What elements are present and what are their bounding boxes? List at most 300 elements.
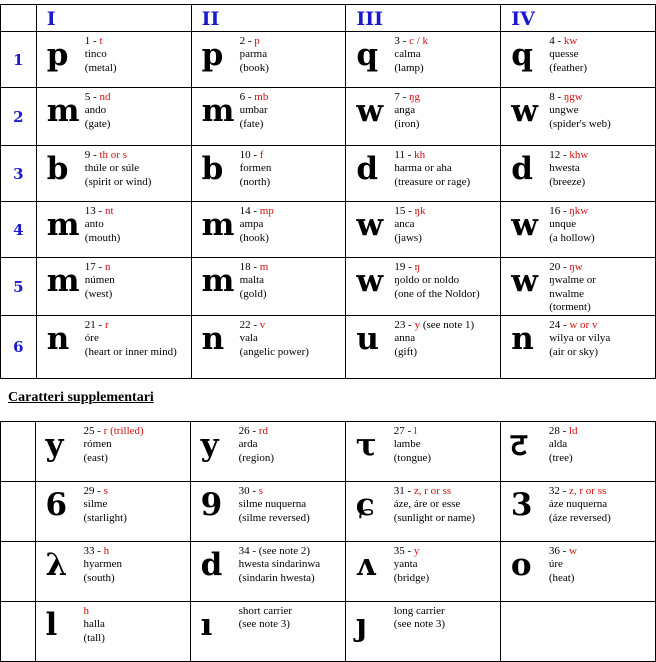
tengwa-glyph: n [511, 321, 534, 357]
letter-info [239, 545, 321, 585]
tengwa-cell [346, 316, 501, 379]
letter-info [85, 35, 117, 75]
letter-name: númen [84, 274, 115, 287]
letter-meaning: (gold) [239, 287, 267, 300]
tengwa-cell [346, 258, 501, 316]
letter-name: hwesta [549, 162, 580, 175]
letter-name: umbar [239, 104, 268, 117]
letter-sound: p [254, 35, 260, 47]
letter-code: 25 - r (trilled) [83, 425, 144, 437]
tengwa-glyph: d [511, 151, 533, 187]
tengwa-cell [501, 146, 656, 202]
letter-code: 22 - v [239, 319, 266, 331]
tengwa-glyph: n [201, 321, 225, 357]
tengwa-glyph: 9 [200, 487, 223, 523]
column-header-3: III [346, 5, 501, 32]
letter-sound: nt [104, 205, 114, 217]
supplementary-row [1, 482, 656, 542]
letter-code: long carrier [393, 605, 445, 617]
letter-meaning: (spider's web) [549, 117, 611, 130]
letter-code: 19 - ŋ [394, 261, 421, 273]
letter-info [394, 261, 479, 301]
tengwa-glyph: d [356, 151, 379, 187]
letter-sound: l [413, 425, 417, 437]
tengwa-glyph: ı [200, 607, 213, 643]
tengwar-row [1, 88, 656, 146]
letter-code: 23 - y (see note 1) [394, 319, 475, 331]
letter-sound: mp [259, 205, 274, 217]
tengwa-glyph: ȷ [355, 607, 367, 643]
letter-sound: r (trilled) [103, 425, 144, 437]
column-header-row [1, 5, 656, 32]
letter-meaning: (iron) [394, 117, 420, 130]
tengwa-glyph: d [200, 547, 223, 583]
letter-meaning: (bridge) [393, 571, 430, 584]
letter-code: 17 - n [84, 261, 111, 273]
tengwa-cell [345, 482, 500, 542]
tengwa-cell [346, 146, 501, 202]
letter-code: 9 - th or s [84, 149, 127, 161]
letter-meaning: (torment) [549, 301, 591, 314]
letter-info [394, 91, 420, 131]
letter-meaning: (áze reversed) [548, 511, 611, 524]
tengwa-cell [36, 316, 191, 379]
tengwa-cell [501, 88, 656, 146]
tengwar-row [1, 202, 656, 258]
column-header-4: IV [501, 5, 656, 32]
letter-sound: th or s [99, 149, 127, 161]
letter-meaning: (heat) [548, 571, 575, 584]
supplementary-row [1, 542, 656, 602]
letter-code: 34 - (see note 2) [238, 545, 311, 557]
letter-info [549, 319, 610, 359]
tengwa-glyph: m [201, 263, 235, 299]
letter-info [394, 319, 474, 359]
tengwa-cell [346, 32, 501, 88]
letter-name: ungwe [549, 104, 579, 117]
tengwa-glyph: w [356, 263, 384, 299]
letter-meaning: (mouth) [84, 231, 121, 244]
tengwa-cell [191, 202, 346, 258]
tengwa-glyph: w [356, 207, 384, 243]
letter-code: 35 - y [393, 545, 420, 557]
letter-info [394, 149, 470, 189]
letter-sound: t [99, 35, 103, 47]
tengwa-cell [35, 482, 190, 542]
letter-info [394, 35, 428, 75]
letter-code: 2 - p [239, 35, 260, 47]
letter-meaning: (south) [83, 571, 115, 584]
tengwa-glyph: b [46, 151, 69, 187]
letter-name: silme [83, 498, 108, 511]
letter-info [394, 605, 445, 632]
tengwa-glyph: m [46, 207, 80, 243]
letter-name: lambe [393, 438, 421, 451]
letter-info [85, 205, 120, 245]
supp-row-spacer [1, 482, 36, 542]
letter-code: 4 - kw [549, 35, 578, 47]
letter-sound: w [569, 545, 577, 557]
row-number: 4 [1, 202, 37, 258]
letter-meaning: (tongue) [393, 451, 431, 464]
letter-code: 27 - l [393, 425, 417, 437]
letter-name-alt: nwalme [549, 287, 585, 300]
row-number: 6 [1, 316, 37, 379]
tengwa-cell [190, 602, 345, 662]
letter-name: malta [239, 274, 265, 287]
letter-code: 26 - rd [238, 425, 268, 437]
tengwa-cell [346, 202, 501, 258]
letter-code: 36 - w [548, 545, 577, 557]
tengwa-glyph: τ [355, 427, 377, 463]
tengwa-cell [191, 32, 346, 88]
tengwa-cell [500, 482, 655, 542]
letter-code: 16 - ŋkw [549, 205, 589, 217]
supp-row-spacer [1, 602, 36, 662]
letter-meaning: (gate) [84, 117, 111, 130]
letter-info [240, 149, 272, 189]
letter-code: 33 - h [83, 545, 110, 557]
letter-info [549, 35, 587, 75]
letter-info [394, 545, 429, 585]
letter-info [549, 545, 577, 585]
letter-meaning: (breeze) [549, 175, 586, 188]
letter-sound: ŋg [409, 91, 421, 103]
letter-code: 20 - ŋw [549, 261, 583, 273]
supplementary-row [1, 602, 656, 662]
tengwa-cell [191, 146, 346, 202]
tengwa-glyph: ट [510, 427, 527, 463]
letter-sound: mb [254, 91, 269, 103]
letter-meaning: (tall) [83, 631, 105, 644]
letter-code: 15 - ŋk [394, 205, 426, 217]
letter-name: wilya or vilya [549, 332, 611, 345]
letter-sound: ŋkw [569, 205, 589, 217]
letter-info [84, 545, 122, 585]
letter-code: 11 - kh [394, 149, 426, 161]
letter-name: harma or aha [394, 162, 452, 175]
tengwa-glyph: 3 [510, 487, 533, 523]
letter-meaning: (spirit or wind) [84, 175, 152, 188]
tengwa-glyph: l [45, 607, 58, 643]
letter-info [85, 261, 115, 301]
letter-name: rómen [83, 438, 112, 451]
letter-code: 6 - mb [239, 91, 269, 103]
letter-name: yanta [393, 558, 418, 571]
letter-name: anga [394, 104, 416, 117]
letter-name: ŋwalme or [549, 274, 596, 287]
letter-meaning: (one of the Noldor) [394, 287, 480, 300]
letter-sound: m [259, 261, 269, 273]
letter-meaning: (gift) [394, 345, 417, 358]
letter-info [240, 91, 269, 131]
letter-name: silme nuquerna [238, 498, 307, 511]
letter-code: 5 - nd [84, 91, 111, 103]
letter-info [394, 205, 425, 245]
tengwa-glyph: p [201, 37, 224, 73]
tengwa-glyph: p [46, 37, 69, 73]
letter-name: parma [239, 48, 268, 61]
tengwa-cell [191, 258, 346, 316]
letter-info [240, 35, 269, 75]
letter-name: áze, áre or esse [393, 498, 461, 511]
letter-code: 8 - ŋgw [549, 91, 583, 103]
column-header-1: I [36, 5, 191, 32]
tengwa-glyph: m [201, 207, 235, 243]
letter-meaning: (heart or inner mind) [84, 345, 177, 358]
letter-name: tinco [84, 48, 107, 61]
tengwa-cell [345, 542, 500, 602]
letter-code: 10 - f [239, 149, 264, 161]
letter-sound: kh [414, 149, 426, 161]
tengwa-cell [501, 32, 656, 88]
letter-sound: nd [99, 91, 111, 103]
tengwa-cell [191, 316, 346, 379]
letter-name: hwesta sindarinwa [238, 558, 321, 571]
tengwa-glyph: w [511, 93, 538, 129]
letter-name: formen [239, 162, 272, 175]
letter-name: unque [549, 218, 577, 231]
letter-sound: h [103, 545, 110, 557]
letter-code: 31 - z, r or ss [393, 485, 452, 497]
letter-sound: ŋgw [563, 91, 583, 103]
letter-name: anca [394, 218, 415, 231]
tengwa-glyph: w [511, 263, 538, 299]
tengwa-cell [36, 32, 191, 88]
letter-code: 14 - mp [239, 205, 274, 217]
tengwa-cell [190, 542, 345, 602]
tengwar-row [1, 146, 656, 202]
column-header-2: II [191, 5, 346, 32]
letter-info [240, 319, 309, 359]
letter-info [85, 91, 111, 131]
letter-sound: ld [569, 425, 578, 437]
tengwa-glyph: y [200, 427, 219, 463]
tengwa-cell [500, 602, 655, 662]
letter-code: 29 - s [83, 485, 108, 497]
letter-code: 12 - khw [549, 149, 589, 161]
letter-sound: rd [258, 425, 268, 437]
letter-info [549, 205, 595, 245]
letter-info [84, 485, 127, 525]
tengwa-cell [501, 316, 656, 379]
tengwa-cell [345, 602, 500, 662]
tengwa-cell [190, 482, 345, 542]
letter-meaning: (angelic power) [239, 345, 309, 358]
letter-sound: h [83, 605, 89, 617]
tengwar-row [1, 316, 656, 379]
letter-info [549, 261, 596, 315]
letter-code: 1 - t [84, 35, 103, 47]
row-number: 5 [1, 258, 37, 316]
letter-code: 3 - c / k [394, 35, 429, 47]
letter-sound: khw [569, 149, 589, 161]
tengwa-glyph: y [45, 427, 64, 463]
tengwa-glyph: u [356, 321, 379, 357]
letter-info [239, 485, 310, 525]
tengwar-supplementary-table [0, 421, 656, 662]
letter-code: 7 - ŋg [394, 91, 421, 103]
letter-name: (see note 3) [393, 618, 446, 631]
letter-sound: s [103, 485, 108, 497]
letter-name: vala [239, 332, 258, 345]
letter-name: arda [238, 438, 258, 451]
letter-sound: ŋw [569, 261, 583, 273]
tengwa-glyph: ɕ [355, 487, 375, 523]
letter-name: anto [84, 218, 104, 231]
letter-sound: ŋk [414, 205, 426, 217]
letter-code: 21 - r [84, 319, 109, 331]
supp-row-spacer [1, 422, 36, 482]
letter-name: óre [84, 332, 99, 345]
letter-name: halla [83, 618, 105, 631]
tengwa-cell [346, 88, 501, 146]
tengwa-cell [190, 422, 345, 482]
letter-note: (see note 1) [420, 319, 475, 331]
corner-cell [1, 5, 37, 32]
tengwa-cell [500, 422, 655, 482]
tengwa-glyph: λ [45, 547, 68, 583]
letter-name: calma [394, 48, 421, 61]
letter-meaning: (a hollow) [549, 231, 595, 244]
letter-meaning: (sindarin hwesta) [238, 571, 315, 584]
letter-meaning: (treasure or rage) [394, 175, 471, 188]
letter-meaning: (hook) [239, 231, 269, 244]
letter-info [239, 425, 274, 465]
letter-meaning: (jaws) [394, 231, 422, 244]
letter-sound: s [258, 485, 264, 497]
letter-info [549, 485, 611, 525]
tengwa-glyph: ʌ [355, 547, 376, 583]
tengwa-glyph: q [511, 37, 533, 73]
tengwa-glyph: o [510, 547, 532, 583]
letter-code: short carrier [238, 605, 293, 617]
letter-info [85, 319, 177, 359]
tengwa-cell [500, 542, 655, 602]
letter-info [84, 605, 105, 645]
tengwa-glyph: 6 [45, 487, 68, 523]
row-number: 1 [1, 32, 37, 88]
letter-meaning: (metal) [84, 61, 117, 74]
letter-code: 28 - ld [548, 425, 578, 437]
letter-name: ampa [239, 218, 264, 231]
letter-code: 32 - z, r or ss [548, 485, 607, 497]
tengwa-cell [36, 146, 191, 202]
tengwa-cell [345, 422, 500, 482]
letter-meaning: (sunlight or name) [393, 511, 475, 524]
tengwa-cell [35, 602, 190, 662]
letter-name: quesse [549, 48, 579, 61]
tengwar-row [1, 258, 656, 316]
letter-info [239, 605, 292, 632]
letter-meaning: (book) [239, 61, 269, 74]
letter-code: 30 - s [238, 485, 264, 497]
letter-code: 13 - nt [84, 205, 114, 217]
letter-name: (see note 3) [238, 618, 290, 631]
tengwa-cell [36, 258, 191, 316]
letter-sound: v [259, 319, 266, 331]
letter-sound: y [413, 545, 420, 557]
letter-code [84, 605, 105, 618]
letter-sound: ŋ [414, 261, 421, 273]
tengwa-cell [36, 202, 191, 258]
tengwa-glyph: q [356, 37, 379, 73]
tengwa-cell [501, 202, 656, 258]
tengwa-cell [191, 88, 346, 146]
section-title: Caratteri supplementari [8, 390, 154, 405]
letter-meaning: (air or sky) [549, 345, 599, 358]
tengwa-cell [35, 422, 190, 482]
tengwa-glyph: m [46, 93, 80, 129]
letter-name: áze nuquerna [548, 498, 608, 511]
row-number: 3 [1, 146, 37, 202]
letter-meaning: (west) [84, 287, 113, 300]
tengwar-main-table [0, 4, 656, 379]
tengwa-glyph: w [511, 207, 538, 243]
tengwa-glyph: m [46, 263, 80, 299]
letter-info [549, 425, 578, 465]
letter-name: thúle or súle [84, 162, 140, 175]
supp-row-spacer [1, 542, 36, 602]
letter-info [549, 91, 611, 131]
letter-meaning: (tree) [548, 451, 573, 464]
letter-info [549, 149, 588, 189]
letter-sound: z, r or ss [413, 485, 452, 497]
letter-name: anna [394, 332, 416, 345]
letter-meaning: (lamp) [394, 61, 424, 74]
letter-info [84, 425, 144, 465]
letter-name: hyarmen [83, 558, 122, 571]
tengwa-cell [35, 542, 190, 602]
letter-code: 24 - w or v [549, 319, 598, 331]
tengwa-glyph: b [201, 151, 224, 187]
letter-sound: kw [563, 35, 578, 47]
tengwa-cell [501, 258, 656, 316]
letter-info [240, 261, 269, 301]
tengwar-row [1, 32, 656, 88]
letter-sound: y [414, 319, 421, 331]
letter-name: ŋoldo or noldo [394, 274, 460, 287]
letter-meaning: (starlight) [83, 511, 127, 524]
letter-sound: w or v [569, 319, 598, 331]
letter-code: 18 - m [239, 261, 269, 273]
supplementary-row [1, 422, 656, 482]
letter-sound: n [104, 261, 111, 273]
letter-meaning: (fate) [239, 117, 264, 130]
letter-name: ando [84, 104, 107, 117]
letter-meaning: (feather) [549, 61, 588, 74]
row-number: 2 [1, 88, 37, 146]
letter-sound: z, r or ss [569, 485, 607, 497]
letter-sound: f [259, 149, 264, 161]
letter-meaning: (silme reversed) [238, 511, 310, 524]
letter-sound: c / k [409, 35, 429, 47]
letter-name: alda [548, 438, 568, 451]
letter-meaning: (region) [238, 451, 275, 464]
tengwa-glyph: n [46, 321, 70, 357]
letter-name: úre [548, 558, 563, 571]
tengwa-glyph: m [201, 93, 235, 129]
letter-meaning: (north) [239, 175, 271, 188]
tengwa-cell [36, 88, 191, 146]
tengwa-glyph: w [356, 93, 384, 129]
letter-info [394, 425, 431, 465]
letter-meaning: (east) [83, 451, 108, 464]
letter-info [240, 205, 274, 245]
letter-sound: r [104, 319, 109, 331]
letter-info [394, 485, 475, 525]
letter-info [85, 149, 152, 189]
